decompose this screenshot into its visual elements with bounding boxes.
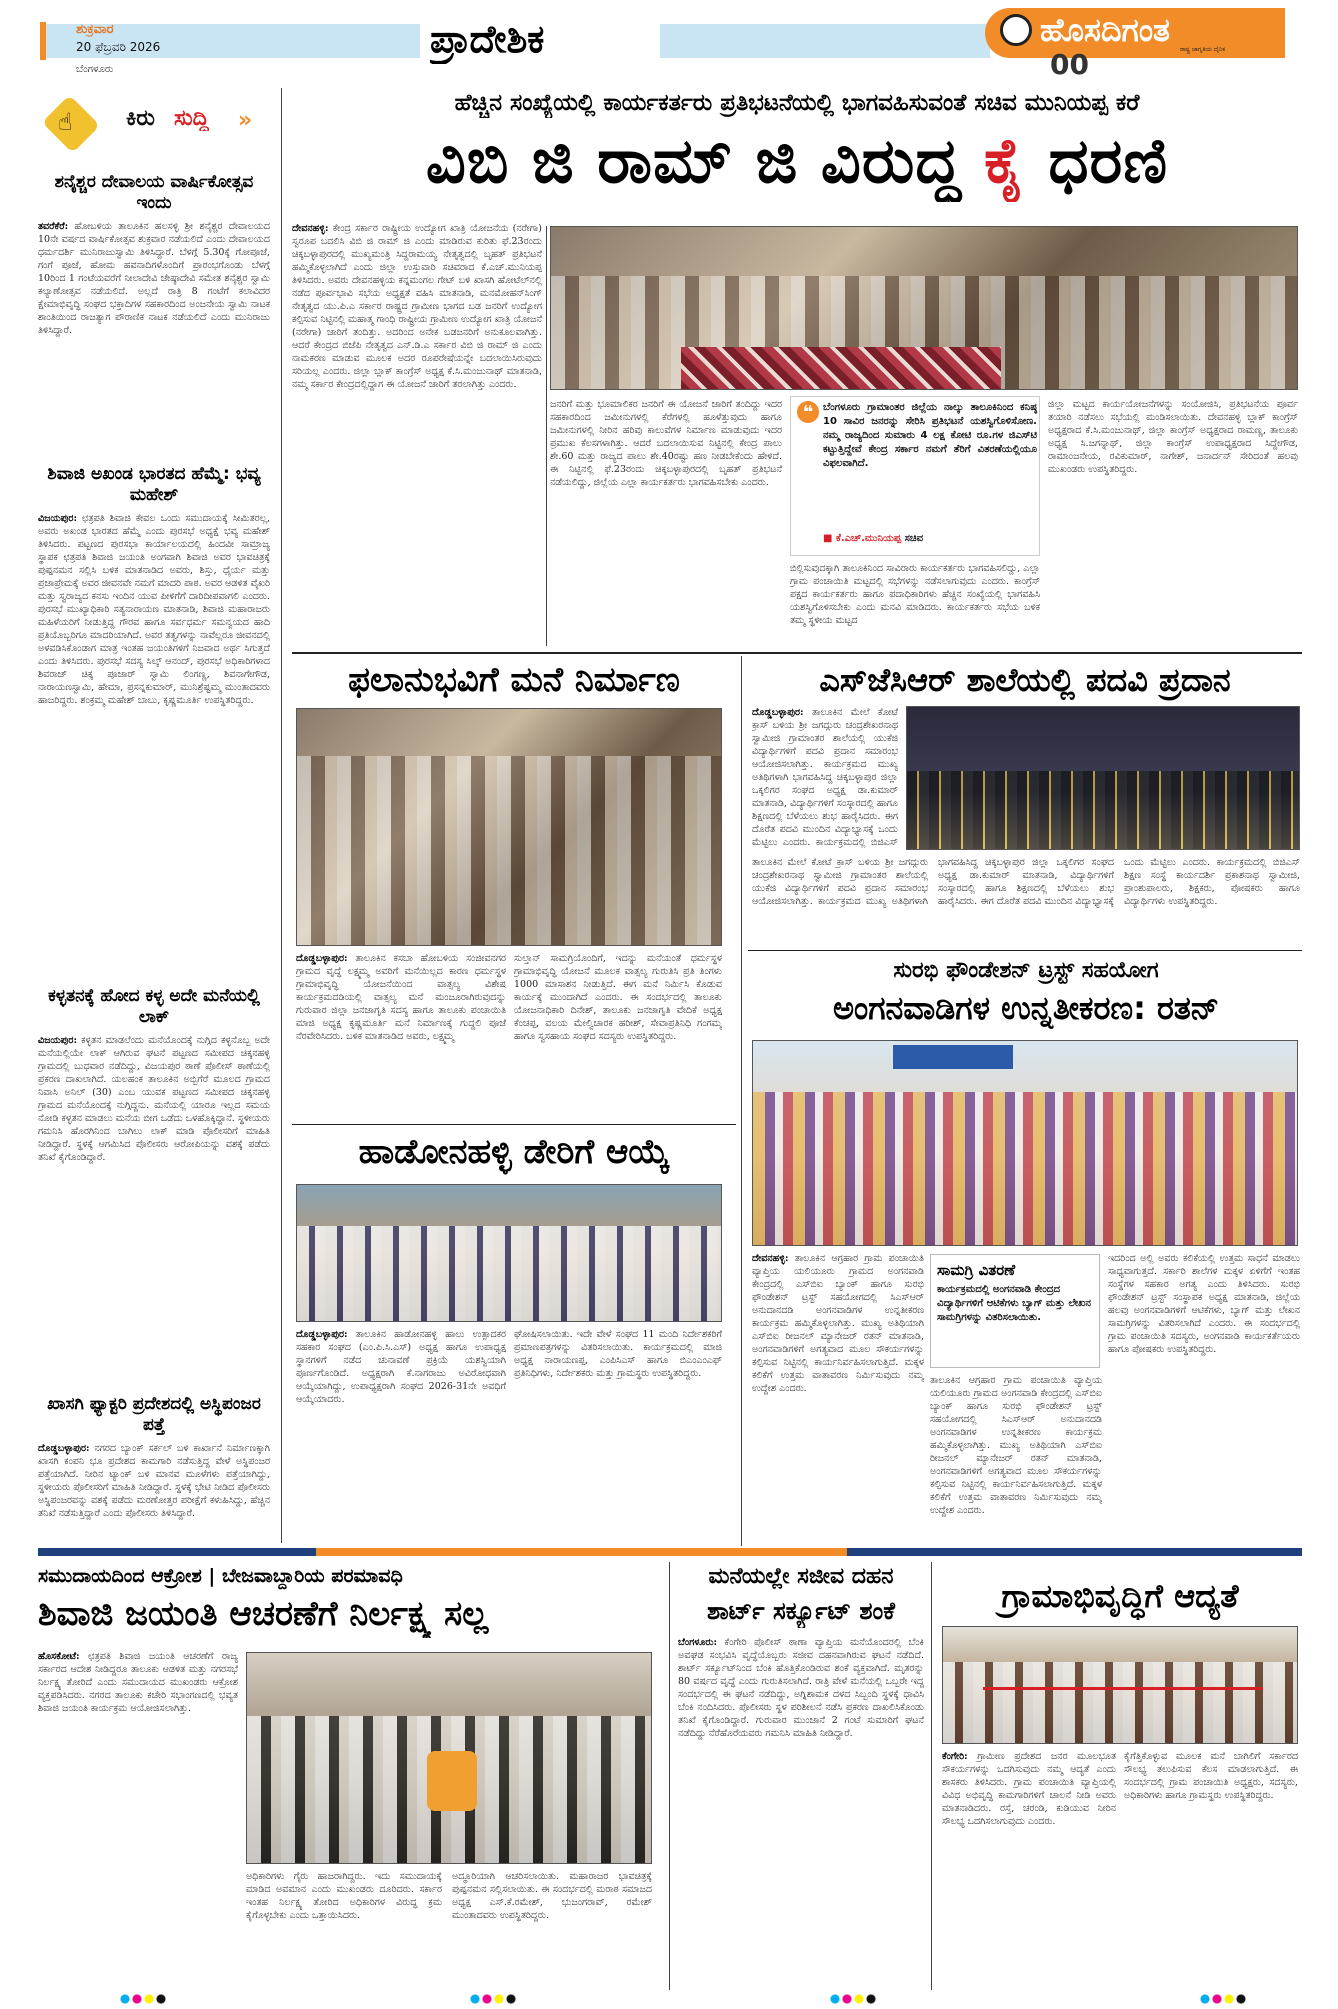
lead-kicker: ಹೆಚ್ಚಿನ ಸಂಖ್ಯೆಯಲ್ಲಿ ಕಾರ್ಯಕರ್ತರು ಪ್ರತಿಭಟನೆಯಲ್ಲಿ ಭಾಗವಹಿಸುವಂತೆ ಸಚಿವ ಮುನಿಯಪ್ಪ ಕರೆ [454,90,1140,116]
sidebar-divider [281,88,282,1543]
sidebar-story-4-body [38,1442,270,1538]
sjcr-text-bottom: ತಾಲೂಕಿನ ಮೇಲೆ ಕೋಟೆ ಕ್ರಾಸ್ ಬಳಿಯ ಶ್ರೀ ಜಗದ್ಗುರು ಚಂದ್ರಶೇಖರನಾಥ ಸ್ವಾಮೀಜಿ ಗ್ರಾಮಾಂತರ ಶಾಲೆಯಲ್ಲಿ ಯುಕೆಜಿ ವಿದ್ಯಾರ್ಥಿಗಳಿಗೆ ಪದವಿ ಪ್ರದಾನ ಸಮಾರಂಭ ಆಯೋಜಿಸಲಾಗಿತ್ತು. ಕಾರ್ಯಕ್ರಮದ ಮುಖ್ಯ ಅತಿಥಿಗಳಾಗಿ ಭಾಗವಹಿಸಿದ್ದ ಚಿಕ್ಕಬಳ್ಳಾಪುರ ಜಿಲ್ಲಾ ಒಕ್ಕಲಿಗರ ಸಂಘದ ಅಧ್ಯಕ್ಷ ಡಾ.ಕುಮಾರ್ ಮಾತನಾಡಿ, ವಿದ್ಯಾರ್ಥಿಗಳಿಗೆ ಸಂಸ್ಕಾರದಲ್ಲಿ ಹಾಗೂ ಶಿಕ್ಷಣದಲ್ಲಿ ಬೆಳೆಯಲು ಶುಭ ಹಾರೈಸಿದರು. ಈಗ ದೊರೆತ ಪದವಿ ಮುಂದಿನ ವಿದ್ಯಾಭ್ಯಾಸಕ್ಕೆ ಒಂದು ಮೆಟ್ಟಿಲು ಎಂದರು. ಕಾರ್ಯಕ್ರಮದಲ್ಲಿ ಬಿಜಿಎಸ್ ಶಿಕ್ಷಣ ಸಂಸ್ಥೆ ಕಾರ್ಯದರ್ಶಿ ಪ್ರಕಾಶನಾಥ ಸ್ವಾಮೀಜಿ, ಪ್ರಾಂಶುಪಾಲರು, ಶಿಕ್ಷಕರು, ಪೋಷಕರು ಹಾಗೂ ವಿದ್ಯಾರ್ಥಿಗಳು ಉಪಸ್ಥಿತರಿದ್ದರು. [752,857,1300,907]
city-label: ಬೆಂಗಳೂರು [76,64,114,75]
fire-dateline: ಬೆಂಗಳೂರು: [678,1637,717,1648]
grama-col-2: ಕೈಗೆತ್ತಿಕೊಳ್ಳುವ ಮೂಲಕ ಮನೆ ಬಾಗಿಲಿಗೆ ಸರ್ಕಾರದ ಸೌಲಭ್ಯ ತಲುಪಿಸುವ ಕೆಲಸ ಮಾಡಲಾಗುತ್ತಿದೆ. ಈ ಸಂದರ್ಭದಲ್ಲಿ ಗ್ರಾಮ ಪಂಚಾಯಿತಿ ಅಧ್ಯಕ್ಷರು, ಸದಸ್ಯರು, ಅಧಿಕಾರಿಗಳು ಹಾಗೂ ಗ್ರಾಮಸ್ಥರು ಉಪಸ್ಥಿತರಿದ್ದರು. [1124,1751,1298,1801]
lead-column-4: ಜಿಲ್ಲಾ ಮಟ್ಟದ ಕಾರ್ಯಯೋಜನೆಗಳನ್ನು ಸಂಯೋಜಿಸಿ, ಪ್ರತಿಭಟನೆಯ ಪೂರ್ವ ತಯಾರಿ ನಡೆಸಲು ಸಭೆಯಲ್ಲಿ ಮಂಡಿಸಲಾಯಿತು. ದೇವನಹಳ್ಳಿ ಬ್ಲಾಕ್ ಕಾಂಗ್ರೆಸ್ ಅಧ್ಯಕ್ಷರಾದ ಕೆ.ಸಿ.ಮಂಜುನಾಥ್, ಜಿಲ್ಲಾ ಕಾಂಗ್ರೆಸ್ ಅಧ್ಯಕ್ಷರಾದ ರಾಮಣ್ಣ, ತಾಲೂಕು ಅಧ್ಯಕ್ಷ ಸಿ.ಜಗನ್ನಾಥ್, ಜಿಲ್ಲಾ ಕಾಂಗ್ರೆಸ್ ಉಪಾಧ್ಯಕ್ಷರಾದ ಸಿದ್ದೇಗೌಡ, ರಾಮಾಂಜನೇಯ, ರವಿಕುಮಾರ್, ನಾಗೇಶ್, ಜನಾರ್ದನ್ ಸೇರಿದಂತೆ ಹಲವು ಮುಖಂಡರು ಉಪಸ್ಥಿತರಿದ್ದರು. [1048,399,1298,475]
lead-column-2: ಜನರಿಗೆ ಮತ್ತು ಭೂಮಾಲಿಕರ ಜನರಿಗೆ ಈ ಯೋಜನೆ ಜಾರಿಗೆ ತಂದಿದ್ದು ಇದರ ಸಹಕಾರದಿಂದ ಜಮೀನುಗಳಲ್ಲಿ ಕೆರೆಗಳಲ್ಲಿ ಹೂಳೆತ್ತುವುದು ಹಾಗೂ ಜಮೀನುಗಳಲ್ಲಿ ನೀರಿನ ಹರಿವು ಕಾಲುವೆಗಳ ನಿರ್ಮಾಣ ಮಾಡುವುದು ಇದರ ಪ್ರಮುಖ ಕೆಲಸಗಳಾಗಿತ್ತು. ಆದರೆ ಬದಲಾಯಿಸುವ ನಿಟ್ಟಿನಲ್ಲಿ ಕೇಂದ್ರ ಪಾಲು ಶೇ.60 ಮತ್ತು ರಾಜ್ಯದ ಪಾಲು ಶೇ.40ರಷ್ಟು ಹಣ ನೀಡಬೇಕೆಂದು ಹೇಳಿದೆ. ಈ ನಿಟ್ಟಿನಲ್ಲಿ ಫೆ.23ರಂದು ಚಿಕ್ಕಬಳ್ಳಾಪುರದಲ್ಲಿ ಬೃಹತ್ ಪ್ರತಿಭಟನೆ ನಡೆಯಲಿದ್ದು, ಜಿಲ್ಲೆಯ ಎಲ್ಲಾ ಕಾರ್ಯಕರ್ತರು ಭಾಗವಹಿಸಬೇಕು ಎಂದರು. [550,399,782,488]
quote-icon: ❝ [797,401,819,423]
phala-col-2: ಸುಲ್ತಾನ್ ಸಾಮಗ್ರಿಯೊಂದಿಗೆ, ಇದನ್ನು ಮನೆಯಂತೆ ಧರ್ಮಸ್ಥಳ ಗ್ರಾಮಾಭಿವೃದ್ಧಿ ಯೋಜನೆ ಮೂಲಕ ವಾತ್ಸಲ್ಯ ಗುರುತಿಸಿ ಪ್ರತಿ ತಿಂಗಳು 1000 ಮಾಸಾಶನ ನೀಡುತ್ತಿದೆ. ಈಗ ಮನೆ ನಿರ್ಮಿಸಿ ಕೊಡುವ ಕಾರ್ಯಕ್ಕೆ ಮುಂದಾಗಿದೆ ಎಂದರು. ಈ ಸಂದರ್ಭದಲ್ಲಿ ತಾಲೂಕು ಯೋಜನಾಧಿಕಾರಿ ದಿನೇಶ್, ತಾಲೂಕು ಜನಜಾಗೃತಿ ವೇದಿಕೆ ಅಧ್ಯಕ್ಷ ಕೆಂಚಪ್ಪ, ವಲಯ ಮೇಲ್ವಿಚಾರಕ ಹರೀಶ್, ಸೇವಾಪ್ರತಿನಿಧಿ ಗಂಗಮ್ಮ ಹಾಗೂ ಸ್ವಸಹಾಯ ಸಂಘದ ಸದಸ್ಯರು ಉಪಸ್ಥಿತರಿದ್ದರು. [514,953,722,1042]
registration-marks-3 [830,1994,890,2004]
phala-col1-text: ತಾಲೂಕಿನ ಕಸಬಾ ಹೋಬಳಿಯ ಸಂಜೀವನಗರ ಗ್ರಾಮದ ವೃದ್ಧೆ ಲಕ್ಷ್ಮಮ್ಮ ಅವರಿಗೆ ಮನೆಯಿಲ್ಲದ ಕಾರಣ ಧರ್ಮಸ್ಥಳ ಗ್ರಾಮಾಭಿವೃದ್ಧಿ ಯೋಜನೆಯಿಂದ ವಾತ್ಸಲ್ಯ ವಿಶೇಷ ಕಾರ್ಯಕ್ರಮದಡಿಯಲ್ಲಿ ವಾತ್ಸಲ್ಯ ಮನೆ ಮಂಜೂರಾಗಿರುವುದನ್ನು ಗುರುವಾರ ಜಿಲ್ಲಾ ಜನಜಾಗೃತಿ ಸದಸ್ಯ ಹಾಗೂ ತಾಲೂಕು ಪಂಚಾಯಿತಿ ಮಾಜಿ ಅಧ್ಯಕ್ಷ ಕೃಷ್ಣಮೂರ್ತಿ ಮನೆ ನಿರ್ಮಾಣಕ್ಕೆ ಗುದ್ದಲಿ ಪೂಜೆ ನೆರವೇರಿಸಿದರು. ಬಳಿಕ ಮಾತನಾಡಿದ ಅವರು, ಲಕ್ಷ್ಮಮ್ಮ [296,953,506,1042]
sidebar-story-4-text: ನಗರದ ಬ್ಯಾಂಕ್ ಸರ್ಕಲ್ ಬಳಿ ಕಾರ್ಖಾನೆ ನಿರ್ಮಾಣಕ್ಕಾಗಿ ಖಾಸಗಿ ಕಂಪನಿ ಭೂ ಪ್ರದೇಶದ ಕಾಮಗಾರಿ ನಡೆಸುತ್ತಿದ್ದ ವೇಳೆ ಅಸ್ಥಿಪಂಜರ ಪತ್ತೆಯಾಗಿದೆ. ನೀರಿನ ಟ್ಯಾಂಕ್ ಬಳಿ ಮಾನವ ಮೂಳೆಗಳು ಪತ್ತೆಯಾಗಿದ್ದು, ಸ್ಥಳೀಯರು ಪೊಲೀಸರಿಗೆ ಮಾಹಿತಿ ನೀಡಿದ್ದಾರೆ. ಸ್ಥಳಕ್ಕೆ ಭೇಟಿ ನೀಡಿದ ಪೊಲೀಸರು ಅಸ್ಥಿಪಂಜರವನ್ನು ವಶಕ್ಕೆ ಪಡೆದು ಮರಣೋತ್ತರ ಪರೀಕ್ಷೆಗೆ ಕಳುಹಿಸಿದ್ದು, ಹೆಚ್ಚಿನ ತನಿಖೆ ನಡೆಸುತ್ತಿದ್ದಾರೆ ಎಂದು ಪೊಲೀಸರು ತಿಳಿಸಿದ್ದಾರೆ. [38,1443,270,1519]
shivaji-headline: ಶಿವಾಜಿ ಜಯಂತಿ ಆಚರಣೆಗೆ ನಿರ್ಲಕ್ಷ್ಯ ಸಲ್ಲ [38,1594,489,1634]
grama-headline: ಗ್ರಾಮಾಭಿವೃದ್ಧಿಗೆ ಆದ್ಯತೆ [1001,1577,1239,1615]
registration-marks-2 [470,1994,530,2004]
shivaji-photo [246,1652,652,1864]
surabhi-col-2-lower: ತಾಲೂಕಿನ ಆಗ್ರಹಾರ ಗ್ರಾಮ ಪಂಚಾಯಿತಿ ವ್ಯಾಪ್ತಿಯ ಯಲಿಯೂರು ಗ್ರಾಮದ ಅಂಗನವಾಡಿ ಕೇಂದ್ರದಲ್ಲಿ ಎಸ್‌ಬಿಐ ಬ್ಯಾಂಕ್ ಹಾಗೂ ಸುರಭಿ ಫೌಂಡೇಶನ್ ಟ್ರಸ್ಟ್ ಸಹಯೋಗದಲ್ಲಿ ಸಿಎಸ್‌ಆರ್ ಅನುದಾನದಡಿ ಅಂಗನವಾಡಿಗಳ ಉನ್ನತೀಕರಣ ಕಾರ್ಯಕ್ರಮ ಹಮ್ಮಿಕೊಳ್ಳಲಾಗಿತ್ತು. ಮುಖ್ಯ ಅತಿಥಿಯಾಗಿ ಎಸ್‌ಬಿಐ ರೀಜನಲ್ ಮ್ಯಾನೇಜರ್ ರತನ್ ಮಾತನಾಡಿ, ಅಂಗನವಾಡಿಗಳಿಗೆ ಅಗತ್ಯವಾದ ಮೂಲ ಸೌಕರ್ಯಗಳನ್ನು ಕಲ್ಪಿಸುವ ನಿಟ್ಟಿನಲ್ಲಿ ಕಾರ್ಯನಿರ್ವಹಿಸಲಾಗುತ್ತಿದೆ. ಮಕ್ಕಳ ಕಲಿಕೆಗೆ ಉತ್ತಮ ವಾತಾವರಣ ನಿರ್ಮಿಸುವುದು ನಮ್ಮ ಉದ್ದೇಶ ಎಂದರು. [930,1375,1102,1516]
phala-headline: ಫಲಾನುಭವಿಗೆ ಮನೆ ನಿರ್ಮಾಣ [348,660,680,700]
surabhi-box-title: ಸಾಮಗ್ರಿ ವಿತರಣೆ [937,1261,1016,1279]
grama-col1-text: ಗ್ರಾಮೀಣ ಪ್ರದೇಶದ ಜನರ ಮೂಲಭೂತ ಸೌಕರ್ಯಗಳನ್ನು ಒದಗಿಸುವುದು ನಮ್ಮ ಆದ್ಯತೆ ಎಂದು ಶಾಸಕರು ತಿಳಿಸಿದರು. ಗ್ರಾಮ ಪಂಚಾಯಿತಿ ವ್ಯಾಪ್ತಿಯಲ್ಲಿ ವಿವಿಧ ಅಭಿವೃದ್ಧಿ ಕಾಮಗಾರಿಗಳಿಗೆ ಚಾಲನೆ ನೀಡಿ ಅವರು ಮಾತನಾಡಿದರು. ರಸ್ತೆ, ಚರಂಡಿ, ಕುಡಿಯುವ ನೀರಿನ ಸೌಲಭ್ಯ ಒದಗಿಸಲಾಗುವುದು ಎಂದರು. [942,1751,1116,1827]
brand-emblem-icon [1000,14,1032,46]
sidebar-story-3-body [38,1034,270,1380]
grama-ribbon [983,1687,1263,1690]
shivaji-col-1 [38,1650,238,1990]
sidebar-story-3-headline: ಕಳ್ಳತನಕ್ಕೆ ಹೋದ ಕಳ್ಳ ಅದೇ ಮನೆಯಲ್ಲಿ ಲಾಕ್ [48,986,260,1027]
surabhi-photo [752,1040,1298,1246]
hadonahalli-headline: ಹಾಡೋನಹಳ್ಳಿ ಡೇರಿಗೆ ಆಯ್ಕೆ [358,1132,670,1172]
sidebar-story-2-dateline: ವಿಜಯಪುರ: [38,513,77,524]
brand-tagline: ರಾಷ್ಟ್ರ ಜಾಗೃತಿಯ ದೈನಿಕ [1180,46,1226,53]
registration-marks-4 [1200,1994,1260,2004]
sidebar-story-1-body [38,220,270,450]
bottom-band-divider [38,1548,1302,1556]
hadonahalli-col-2: ಘೋಷಿಸಲಾಯಿತು. ಇದೇ ವೇಳೆ ಸಂಘದ 11 ಮಂದಿ ನಿರ್ದೇಶಕರಿಗೆ ಪ್ರಮಾಣಪತ್ರಗಳನ್ನು ವಿತರಿಸಲಾಯಿತು. ಕಾರ್ಯಕ್ರಮದಲ್ಲಿ ಮಾಜಿ ಅಧ್ಯಕ್ಷ ನಾರಾಯಣಪ್ಪ, ಎಂಪಿಸಿಎಸ್ ಹಾಗೂ ಬಿಎಂಎಂಎಫ್ ಪ್ರತಿನಿಧಿಗಳು, ನಿರ್ದೇಶಕರು ಮತ್ತು ಗ್ರಾಮಸ್ಥರು ಉಪಸ್ಥಿತರಿದ್ದರು. [514,1329,722,1379]
surabhi-kicker: ಸುರಭಿ ಫೌಂಡೇಶನ್ ಟ್ರಸ್ಟ್ ಸಹಯೋಗ [893,958,1159,983]
masthead [0,0,1338,82]
bottom-divider-2 [931,1562,932,1990]
kiru-suddi-logo [42,94,262,154]
surabhi-box-text: ಕಾರ್ಯಕ್ರಮದಲ್ಲಿ ಅಂಗನವಾಡಿ ಕೇಂದ್ರದ ವಿದ್ಯಾರ್ಥಿಗಳಿಗೆ ಆಟಿಕೆಗಳು ಬ್ಯಾಗ್ ಮತ್ತು ಲೇಖನ ಸಾಮಗ್ರಿಗಳನ್ನು ವಿತರಿಸಲಾಯಿತು. [937,1284,1091,1323]
sidebar-story-2-text: ಛತ್ರಪತಿ ಶಿವಾಜಿ ಕೇವಲ ಒಂದು ಸಮುದಾಯಕ್ಕೆ ಸೀಮಿತರಲ್ಲ, ಅವರು ಅಖಂಡ ಭಾರತದ ಹೆಮ್ಮೆ ಎಂದು ಪುರಸಭೆ ಅಧ್ಯಕ್ಷೆ ಭವ್ಯ ಮಹೇಶ್ ತಿಳಿಸಿದರು. ಪಟ್ಟಣದ ಪುರಸಭಾ ಕಾರ್ಯಾಲಯದಲ್ಲಿ ಹಿಂದವೀ ಸಾಮ್ರಾಜ್ಯ ಸ್ಥಾಪಕ ಛತ್ರಪತಿ ಶಿವಾಜಿ ಜಯಂತಿ ಅಂಗವಾಗಿ ಶಿವಾಜಿ ಅವರ ಭಾವಚಿತ್ರಕ್ಕೆ ಪುಷ್ಪನಮನ ಸಲ್ಲಿಸಿ ಬಳಿಕ ಮಾತನಾಡಿದ ಅವರು, ಶಿಸ್ತು, ಧೈರ್ಯ ಮತ್ತು ಪ್ರಜಾಪ್ರೇಮಕ್ಕೆ ಅವರ ಜೀವನವೇ ನಮಗೆ ಮಾದರಿ ಪಾಠ. ಅವರ ಆಡಳಿತ ವೈಖರಿ ಮತ್ತು ಸ್ವರಾಜ್ಯದ ಕನಸು ಇಂದಿನ ಯುವ ಪೀಳಿಗೆಗೆ ದಾರಿದೀಪವಾಗಲಿ ಎಂದರು. ಪುರಸಭೆ ಮುಖ್ಯಾಧಿಕಾರಿ ಸತ್ಯನಾರಾಯಣ ಮಾತನಾಡಿ, ಶಿವಾಜಿ ಮಹಾರಾಜರು ಮಹಿಳೆಯರಿಗೆ ನೀಡುತ್ತಿದ್ದ ಗೌರವ ಹಾಗೂ ಸರ್ವಧರ್ಮ ಸಮನ್ವಯದ ಹಾದಿ ಪ್ರತಿಯೊಬ್ಬರಿಗೂ ಮಾದರಿಯಾಗಿದೆ. ಅವರ ತತ್ವಗಳನ್ನು ನಾವೆಲ್ಲರೂ ಜೀವನದಲ್ಲಿ ಅಳವಡಿಸಿಕೊಂಡಾಗ ಮಾತ್ರ ಇಂತಹ ಜಯಂತಿಗಳಿಗೆ ನಿಜವಾದ ಅರ್ಥ ಸಿಗುತ್ತದೆ ಎಂದು ತಿಳಿಸಿದರು. ಪುರಸಭೆ ಸದಸ್ಯ ಸಿಲ್ಕ್ ಆನಂದ್, ಪುರಸಭೆ ಅಧಿಕಾರಿಗಳಾದ ಶಿವರಾಜ್ ಚಿಕ್ಕ ಪೂಜಾರ್ ಸ್ವಾಮಿ ಲಿಂಗಣ್ಣ, ಶಿವನಾಗೇಗೌಡ, ನಾರಾಯಣಸ್ವಾಮಿ, ಹೇಮಾ, ಪ್ರಸನ್ನಕುಮಾರ್, ಮುನಿಶ್ರೆಷ್ಟಮ್ಮ ಮುಂತಾದವರು ಹಾಜರಿದ್ದರು. ಶಂಕ್ರಮ್ಮ ಮಹೇಶ್ ಬಾಬು, ಕೃಷ್ಣಮೂರ್ತಿ ಉಪಸ್ಥಿತರಿದ್ದರು. [38,513,270,706]
quote-bullet-icon: ■ [823,533,833,544]
sbi-banner [893,1045,1013,1069]
brand-name: ಹೊಸದಿಗಂತ [1040,11,1170,49]
registration-marks-1 [120,1994,180,2004]
lead-column-1 [292,222,542,650]
shivaji-portrait-garland [427,1751,477,1811]
shivaji-col-3: ಅದ್ಧೂರಿಯಾಗಿ ಆಚರಿಸಲಾಯಿತು. ಮಹಾರಾಜರ ಭಾವಚಿತ್ರಕ್ಕೆ ಪುಷ್ಪನಮನ ಸಲ್ಲಿಸಲಾಯಿತು. ಈ ಸಂದರ್ಭದಲ್ಲಿ ಮರಾಠ ಸಮಾಜದ ಅಧ್ಯಕ್ಷ ಎಸ್.ಕೆ.ರಮೇಶ್, ಭುಜಂಗರಾವ್, ರಮೇಶ್ ಮುಂತಾದವರು ಉಪಸ್ಥಿತರಿದ್ದರು. [452,1871,652,1921]
lead-column-3: ಬಿಲ್ಲಿಸುವುದಕ್ಕಾಗಿ ತಾಲೂಕಿನಿಂದ ಸಾವಿರಾರು ಕಾರ್ಯಕರ್ತರು ಭಾಗವಹಿಸಲಿದ್ದು, ಎಲ್ಲಾ ಗ್ರಾಮ ಪಂಚಾಯಿತಿ ಮಟ್ಟದಲ್ಲಿ ಸಭೆಗಳನ್ನು ನಡೆಸಲಾಗುವುದು ಎಂದರು. ಕಾಂಗ್ರೆಸ್ ಪಕ್ಷದ ಕಾರ್ಯಕರ್ತರು ಹಾಗೂ ಪದಾಧಿಕಾರಿಗಳು ಹೆಚ್ಚಿನ ಸಂಖ್ಯೆಯಲ್ಲಿ ಭಾಗವಹಿಸಿ ಯಶಸ್ವಿಗೊಳಿಸಬೇಕು ಎಂದು ಮನವಿ ಮಾಡಿದರು. ಕಾರ್ಯಕರ್ತರು ಸಭೆಯ ಬಳಿಕ ತಮ್ಮ ಸ್ಥಳೀಯ ಮಟ್ಟದ [790,563,1040,626]
sjcr-headline: ಎಸ್‌ಜೆಸಿಆರ್ ಶಾಲೆಯಲ್ಲಿ ಪದವಿ ಪ್ರದಾನ [819,661,1231,699]
sidebar-story-1-dateline: ತವರೆಕೆರೆ: [38,221,69,232]
hadonahalli-dateline: ದೊಡ್ಡಬಳ್ಳಾಪುರ: [296,1329,348,1340]
page-number: 00 [1050,50,1089,80]
sidebar-story-4-headline: ಖಾಸಗಿ ಫ್ಯಾಕ್ಟರಿ ಪ್ರದೇಶದಲ್ಲಿ ಅಸ್ಥಿಪಂಜರ ಪತ್ತೆ [47,1394,261,1435]
sjcr-bottom-rule [748,950,1302,951]
surabhi-col-3: ಇದರಿಂದ ಅಲ್ಲಿ ಅವರು ಕಲಿಕೆಯಲ್ಲಿ ಉತ್ತಮ ಸಾಧನೆ ಮಾಡಲು ಸಾಧ್ಯವಾಗುತ್ತದೆ. ಸರ್ಕಾರಿ ಶಾಲೆಗಳ ಮಕ್ಕಳ ಏಳಿಗೆಗೆ ಇಂತಹ ಸಂಸ್ಥೆಗಳ ಸಹಕಾರ ಅಗತ್ಯ ಎಂದು ತಿಳಿಸಿದರು. ಸುರಭಿ ಫೌಂಡೇಶನ್ ಟ್ರಸ್ಟ್ ಸಂಸ್ಥಾಪಕ ಅಧ್ಯಕ್ಷ ಮಾತನಾಡಿ, ಜಿಲ್ಲೆಯ ಹಲವು ಅಂಗನವಾಡಿಗಳಿಗೆ ಆಟಿಕೆಗಳು, ಬ್ಯಾಗ್ ಮತ್ತು ಲೇಖನ ಸಾಮಗ್ರಿಗಳನ್ನು ವಿತರಿಸಲಾಗಿದೆ ಎಂದರು. ಈ ಸಂದರ್ಭದಲ್ಲಿ ಗ್ರಾಮ ಪಂಚಾಯಿತಿ ಸದಸ್ಯರು, ಅಂಗನವಾಡಿ ಕಾರ್ಯಕರ್ತೆಯರು ಹಾಗೂ ಪೋಷಕರು ಉಪಸ್ಥಿತರಿದ್ದರು. [1108,1253,1300,1355]
fire-kicker: ಮನೆಯಲ್ಲೇ ಸಜೀವ ದಹನ [708,1564,894,1589]
phala-photo [296,708,722,946]
lead-quote-box [790,396,1040,556]
phala-col-1 [296,952,506,1120]
grama-col-1 [942,1750,1116,1990]
lead-headline-part-1: ವಿಬಿ ಜಿ ರಾಮ್ ಜಿ ವಿರುದ್ಧ [425,124,962,197]
date-label: 20 ಫೆಬ್ರವರಿ 2026 [76,40,161,54]
lead-dateline: ದೇವನಹಳ್ಳಿ: [292,223,329,234]
sidebar-story-3-dateline: ವಿಜಯಪುರ: [38,1035,77,1046]
lead-col-divider [546,226,547,646]
sidebar-story-2-headline: ಶಿವಾಜಿ ಅಖಂಡ ಭಾರತದ ಹೆಮ್ಮೆ: ಭವ್ಯ ಮಹೇಶ್ [47,464,261,505]
phala-bottom-rule [292,1124,736,1125]
fire-body [678,1636,924,1990]
kiru-text: ಕಿರು [126,106,155,131]
grama-dateline: ಕೆಂಗೇರಿ: [942,1751,968,1762]
shivaji-kicker: ಸಮುದಾಯದಿಂದ ಆಕ್ರೋಶ | ಬೇಜವಾಬ್ದಾರಿಯ ಪರಮಾವಧಿ [38,1565,403,1587]
hadonahalli-photo [296,1184,722,1322]
shivaji-col1-text: ಛತ್ರಪತಿ ಶಿವಾಜಿ ಜಯಂತಿ ಆಚರಣೆಗೆ ರಾಜ್ಯ ಸರ್ಕಾರದ ಆದೇಶ ನೀಡಿದ್ದರೂ ತಾಲೂಕು ಆಡಳಿತ ಮತ್ತು ನಗರಸಭೆ ನಿರ್ಲಕ್ಷ್ಯ ತೋರಿದೆ ಎಂದು ಸಮುದಾಯದ ಮುಖಂಡರು ಆಕ್ರೋಶ ವ್ಯಕ್ತಪಡಿಸಿದರು. ನಗರದ ತಾಲೂಕು ಕಚೇರಿ ಸಭಾಂಗಣದಲ್ಲಿ ಭವ್ಯತ ಶಿವಾಜಿ ಜಯಂತಿ ಕಾರ್ಯಕ್ರಮ ಆಯೋಜಿಸಲಾಗಿತ್ತು. [38,1651,238,1714]
bottom-divider-1 [669,1562,670,1990]
lead-col1-text: ಕೇಂದ್ರ ಸರ್ಕಾರ ರಾಷ್ಟ್ರೀಯ ಉದ್ಯೋಗ ಖಾತ್ರಿ ಯೋಜನೆಯ (ನರೇಗಾ) ಸ್ವರೂಪ ಬದಲಿಸಿ ವಿಬಿ ಜಿ ರಾಮ್ ಜಿ ಎಂದು ಮಾಡಿರುವ ಕುರಿತು ಫೆ.23ರಂದು ಚಿಕ್ಕಬಳ್ಳಾಪುರದಲ್ಲಿ ಮುಖ್ಯಮಂತ್ರಿ ಸಿದ್ದರಾಮಯ್ಯ ನೇತೃತ್ವದಲ್ಲಿ ಬೃಹತ್ ಪ್ರತಿಭಟನೆ ಹಮ್ಮಿಕೊಳ್ಳಲಾಗಿದೆ ಎಂದು ಜಿಲ್ಲಾ ಉಸ್ತುವಾರಿ ಸಚಿವರಾದ ಕೆ.ಎಚ್.ಮುನಿಯಪ್ಪ ತಿಳಿಸಿದರು. ಅವರು ದೇವನಹಳ್ಳಿಯ ಕನ್ನಮಂಗಲ ಗೇಟ್ ಬಳಿ ಖಾಸಗಿ ಹೋಟೆಲ್‌ನಲ್ಲಿ ನಡೆದ ಪೂರ್ವಭಾವಿ ಸಭೆಯ ಅಧ್ಯಕ್ಷತೆ ವಹಿಸಿ ಮಾತನಾಡಿ, ಮನಮೋಹನ್‌ಸಿಂಗ್ ನೇತೃತ್ವದ ಯು.ಪಿ.ಎ ಸರ್ಕಾರ ರಾಷ್ಟ್ರದ ಗ್ರಾಮೀಣ ಭಾಗದ ಬಡ ಜನರಿಗೆ ಉದ್ಯೋಗ ಕಲ್ಪಿಸುವ ನಿಟ್ಟಿನಲ್ಲಿ ಮಹಾತ್ಮ ಗಾಂಧಿ ರಾಷ್ಟ್ರೀಯ ಗ್ರಾಮೀಣ ಉದ್ಯೋಗ ಖಾತ್ರಿ ಯೋಜನೆ (ನರೇಗಾ) ಜಾರಿಗೆ ತಂದಿತ್ತು. ಅದರಿಂದ ಅನೇಕ ಬಡಜನರಿಗೆ ಅನುಕೂಲವಾಗಿತ್ತು. ಆದರೆ ಕೇಂದ್ರದ ಬಿಜೆಪಿ ನೇತೃತ್ವದ ಎನ್.ಡಿ.ಎ ಸರ್ಕಾರ ವಿಬಿ ಜಿ ರಾಮ್ ಜಿ ಎಂದು ನಾಮಕರಣ ಮಾಡುವ ಮೂಲಕ ಅದರ ರೂಪರೇಷೆಯನ್ನೇ ಬದಲಾಯಿಸಿರುವುದು ಸರಿಯಲ್ಲ ಎಂದರು. ಜಿಲ್ಲಾ ಬ್ಲಾಕ್ ಕಾಂಗ್ರೆಸ್ ಅಧ್ಯಕ್ಷ ಕೆ.ಸಿ.ಮಂಜುನಾಥ್ ಮಾತನಾಡಿ, ನಮ್ಮ ಸರ್ಕಾರ ಕೇಂದ್ರದಲ್ಲಿದ್ದಾಗ ಈ ಯೋಜನೆ ಜಾರಿಗೆ ತರಲಾಗಿತ್ತು ಎಂದರು. [292,223,542,390]
hand-glyph-icon: ☝ [58,108,73,136]
sjcr-text: ತಾಲೂಕಿನ ಮೇಲೆ ಕೋಟೆ ಕ್ರಾಸ್ ಬಳಿಯ ಶ್ರೀ ಜಗದ್ಗುರು ಚಂದ್ರಶೇಖರನಾಥ ಸ್ವಾಮೀಜಿ ಗ್ರಾಮಾಂತರ ಶಾಲೆಯಲ್ಲಿ ಯುಕೆಜಿ ವಿದ್ಯಾರ್ಥಿಗಳಿಗೆ ಪದವಿ ಪ್ರದಾನ ಸಮಾರಂಭ ಆಯೋಜಿಸಲಾಗಿತ್ತು. ಕಾರ್ಯಕ್ರಮದ ಮುಖ್ಯ ಅತಿಥಿಗಳಾಗಿ ಭಾಗವಹಿಸಿದ್ದ ಚಿಕ್ಕಬಳ್ಳಾಪುರ ಜಿಲ್ಲಾ ಒಕ್ಕಲಿಗರ ಸಂಘದ ಅಧ್ಯಕ್ಷ ಡಾ.ಕುಮಾರ್ ಮಾತನಾಡಿ, ವಿದ್ಯಾರ್ಥಿಗಳಿಗೆ ಸಂಸ್ಕಾರದಲ್ಲಿ ಹಾಗೂ ಶಿಕ್ಷಣದಲ್ಲಿ ಬೆಳೆಯಲು ಶುಭ ಹಾರೈಸಿದರು. ಈಗ ದೊರೆತ ಪದವಿ ಮುಂದಿನ ವಿದ್ಯಾಭ್ಯಾಸಕ್ಕೆ ಒಂದು ಮೆಟ್ಟಿಲು ಎಂದರು. ಕಾರ್ಯಕ್ರಮದಲ್ಲಿ ಬಿಜಿಎಸ್ [752,707,898,848]
sjcr-text-left [752,706,898,850]
section-title-text: ಪ್ರಾದೇಶಿಕ [430,17,545,61]
sjcr-dateline: ದೊಡ್ಡಬಳ್ಳಾಪುರ: [752,707,804,718]
surabhi-col-1 [752,1252,924,1544]
lead-photo [550,226,1298,390]
date-accent-bar [40,22,46,60]
surabhi-box [930,1254,1100,1368]
lead-headline-red: ಕೈ [984,124,1026,197]
sidebar-story-1-headline: ಶನೈಶ್ಚರ ದೇವಾಲಯ ವಾರ್ಷಿಕೋತ್ಸವ ಇಂದು [54,172,254,213]
sjcr-photo [906,706,1300,850]
grama-photo [942,1626,1298,1744]
lead-photo-table [681,347,1001,390]
shivaji-dateline: ಹೊಸಕೋಟೆ: [38,1651,80,1662]
quote-text: ಬೆಂಗಳೂರು ಗ್ರಾಮಾಂತರ ಜಿಲ್ಲೆಯ ನಾಲ್ಕು ತಾಲೂಕಿನಿಂದ ಕನಿಷ್ಠ 10 ಸಾವಿರ ಜನರನ್ನು ಸೇರಿಸಿ ಪ್ರತಿಭಟನೆ ಯಶಸ್ವಿಗೊಳಿಸೋಣ. ನಮ್ಮ ರಾಜ್ಯದಿಂದ ಸುಮಾರು 4 ಲಕ್ಷ ಕೋಟಿ ರೂ.ಗಳ ಜಿಎಸ್‌ಟಿ ಕಟ್ಟುತ್ತಿದ್ದೇವೆ ಕೇಂದ್ರ ಸರ್ಕಾರ ನಮಗೆ ತೆರಿಗೆ ವಿತರಣೆಯಲ್ಲಿಯೂ ವಿಫಲವಾಗಿದೆ. [823,402,1037,469]
lead-headline [292,120,1302,202]
mid-col-divider [741,656,742,1546]
surabhi-col1-text: ತಾಲೂಕಿನ ಆಗ್ರಹಾರ ಗ್ರಾಮ ಪಂಚಾಯಿತಿ ವ್ಯಾಪ್ತಿಯ ಯಲಿಯೂರು ಗ್ರಾಮದ ಅಂಗನವಾಡಿ ಕೇಂದ್ರದಲ್ಲಿ ಎಸ್‌ಬಿಐ ಬ್ಯಾಂಕ್ ಹಾಗೂ ಸುರಭಿ ಫೌಂಡೇಶನ್ ಟ್ರಸ್ಟ್ ಸಹಯೋಗದಲ್ಲಿ ಸಿಎಸ್‌ಆರ್ ಅನುದಾನದಡಿ ಅಂಗನವಾಡಿಗಳ ಉನ್ನತೀಕರಣ ಕಾರ್ಯಕ್ರಮ ಹಮ್ಮಿಕೊಳ್ಳಲಾಗಿತ್ತು. ಮುಖ್ಯ ಅತಿಥಿಯಾಗಿ ಎಸ್‌ಬಿಐ ರೀಜನಲ್ ಮ್ಯಾನೇಜರ್ ರತನ್ ಮಾತನಾಡಿ, ಅಂಗನವಾಡಿಗಳಿಗೆ ಅಗತ್ಯವಾದ ಮೂಲ ಸೌಕರ್ಯಗಳನ್ನು ಕಲ್ಪಿಸುವ ನಿಟ್ಟಿನಲ್ಲಿ ಕಾರ್ಯನಿರ್ವಹಿಸಲಾಗುತ್ತಿದೆ. ಮಕ್ಕಳ ಕಲಿಕೆಗೆ ಉತ್ತಮ ವಾತಾವರಣ ನಿರ್ಮಿಸುವುದು ನಮ್ಮ ಉದ್ದೇಶ ಎಂದರು. [752,1253,924,1394]
sidebar-kiru-suddi [38,88,274,1543]
shivaji-col-2: ಅಧಿಕಾರಿಗಳು ಗೈರು ಹಾಜರಾಗಿದ್ದರು. ಇದು ಸಮುದಾಯಕ್ಕೆ ಮಾಡಿದ ಅವಮಾನ ಎಂದು ಮುಖಂಡರು ದೂರಿದರು. ಸರ್ಕಾರ ಇಂತಹ ನಿರ್ಲಕ್ಷ್ಯ ತೋರಿದ ಅಧಿಕಾರಿಗಳ ವಿರುದ್ಧ ಕ್ರಮ ಕೈಗೊಳ್ಳಬೇಕು ಎಂದು ಒತ್ತಾಯಿಸಿದರು. [246,1871,442,1921]
sidebar-story-2-body [38,512,270,972]
suddi-text: ಸುದ್ದಿ [174,106,209,131]
sidebar-story-1-text: ಹೋಬಳಿಯ ತಾಲೂಕಿನ ಹಲಸಳ್ಳಿ ಶ್ರೀ ಶನೈಶ್ಚರ ದೇವಾಲಯದ 10ನೇ ವರ್ಷದ ವಾರ್ಷಿಕೋತ್ಸವ ಶುಕ್ರವಾರ ನಡೆಯಲಿದೆ ಎಂದು ದೇವಾಲಯದ ಧರ್ಮದರ್ಶಿ ಮುನಿರಾಜುಸ್ವಾಮಿ ತಿಳಿಸಿದ್ದಾರೆ. ಬೆಳಗ್ಗೆ 5.30ಕ್ಕೆ ಗೋಪೂಜೆ, ಗಂಗೆ ಪೂಜೆ, ಹೋಮ ಹವನಾದಿಗಳೊಂದಿಗೆ ಪ್ರಾರಂಭಗೊಂಡು ಬೆಳಗ್ಗೆ 10ರಿಂದ 1 ಗಂಟೆಯವರೆಗೆ ನೀಲಾದೇವಿ ಜೇಷ್ಠಾದೇವಿ ಸಮೇತ ಶನೈಶ್ಚರ ಸ್ವಾಮಿ ಕಲ್ಯಾಣೋತ್ಸವ ನಡೆಯಲಿದೆ. ಅಲ್ಲದೆ ರಾತ್ರಿ 8 ಗಂಟೆಗೆ ಕಲಾವಿದರ ಕ್ಷೇಮಾಭಿವೃದ್ಧಿ ಸಂಘದ ಭಕ್ತಾದಿಗಳ ಸಹಕಾರದಿಂದ ಅಂಜನೇಯ ಸ್ವಾಮಿ ನಾಟಕ ಶಾಂತಿಯಿಂದ ರಾಜತ್ಯಾಗ ಪೌರಾಣಿಕ ನಾಟಕ ನಡೆಯಲಿದೆ ಎಂದು ಮುನಿರಾಜು ತಿಳಿಸಿದ್ದಾರೆ. [38,221,270,336]
surabhi-headline: ಅಂಗನವಾಡಿಗಳ ಉನ್ನತೀಕರಣ: ರತನ್ [832,989,1220,1027]
day-label: ಶುಕ್ರವಾರ [76,22,114,37]
lead-bottom-rule [292,652,1302,654]
phala-dateline: ದೊಡ್ಡಬಳ್ಳಾಪುರ: [296,953,348,964]
quote-author: ಕೆ.ಎಚ್.ಮುನಿಯಪ್ಪ [835,533,902,544]
quote-attribution [823,533,923,544]
sidebar-story-4-dateline: ದೊಡ್ಡಬಳ್ಳಾಪುರ: [38,1443,90,1454]
chevron-right-icon: » [238,108,253,133]
fire-headline: ಶಾರ್ಟ್ ಸರ್ಕ್ಯೂಟ್ ಶಂಕೆ [707,1597,895,1625]
surabhi-dateline: ದೇವನಹಳ್ಳಿ: [752,1253,789,1264]
lead-headline-part-2: ಧರಣಿ [1048,124,1169,197]
hadonahalli-col1-text: ತಾಲೂಕಿನ ಹಾಡೋನಹಳ್ಳಿ ಹಾಲು ಉತ್ಪಾದಕರ ಸಹಕಾರ ಸಂಘದ (ಎಂ.ಪಿ.ಸಿ.ಎಸ್) ಅಧ್ಯಕ್ಷ ಹಾಗೂ ಉಪಾಧ್ಯಕ್ಷ ಸ್ಥಾನಗಳಿಗೆ ನಡೆದ ಚುನಾವಣೆ ಪ್ರಕ್ರಿಯೆ ಯಶಸ್ವಿಯಾಗಿ ಪೂರ್ಣಗೊಂಡಿದೆ. ಅಧ್ಯಕ್ಷರಾಗಿ ಕೆ.ನಾಗರಾಜು ಅವಿರೋಧವಾಗಿ ಆಯ್ಕೆಯಾಗಿದ್ದು, ಉಪಾಧ್ಯಕ್ಷರಾಗಿ ಸಂಘದ 2026-31ನೇ ಅವಧಿಗೆ ಆಯ್ಕೆಯಾದರು. [296,1329,506,1405]
hadonahalli-col-1 [296,1328,506,1542]
sidebar-story-3-text: ಕಳ್ಳತನ ಮಾಡಲೆಂದು ಮನೆಯೊಂದಕ್ಕೆ ನುಗ್ಗಿದ ಕಳ್ಳನೊಬ್ಬ ಅದೇ ಮನೆಯಲ್ಲಿಯೇ ಲಾಕ್ ಆಗಿರುವ ಘಟನೆ ಪಟ್ಟಣದ ಸಮೀಪದ ಚಿಕ್ಕನಹಳ್ಳಿ ಗ್ರಾಮದಲ್ಲಿ ಬುಧವಾರ ನಡೆದಿದ್ದು, ವಿಜಯಪುರ ಠಾಣೆ ಪೊಲೀಸ್ ಠಾಣೆಯಲ್ಲಿ ಪ್ರಕರಣ ದಾಖಲಾಗಿದೆ. ಯಲಹಂಕ ತಾಲೂಕಿನ ಅಬ್ಬಿಗೆರೆ ಮೂಲದ ಗ್ರಾಮದ ನಿವಾಸಿ ಅನಿಲ್ (30) ಎಂಬ ಯುವಕ ಪಟ್ಟಣದ ಸಮೀಪದ ಚಿಕ್ಕನಹಳ್ಳಿ ಗ್ರಾಮದ ಮನೆಯೊಂದಕ್ಕೆ ನುಗ್ಗಿದ್ದನು. ಮನೆಯಲ್ಲಿ ಯಾರೂ ಇಲ್ಲದ ಸಮಯ ನೋಡಿ ಕಳ್ಳತನ ಮಾಡಲು ಮನೆಯ ಬೀಗ ಒಡೆದು ಒಳಹೊಕ್ಕಿದ್ದಾನೆ. ಸ್ಥಳೀಯರು ಗಮನಿಸಿ ಹೊರಗಿನಿಂದ ಬಾಗಿಲು ಲಾಕ್ ಮಾಡಿ ಪೊಲೀಸರಿಗೆ ಮಾಹಿತಿ ನೀಡಿದ್ದಾರೆ. ಸ್ಥಳಕ್ಕೆ ಆಗಮಿಸಿದ ಪೊಲೀಸರು ಆರೋಪಿಯನ್ನು ವಶಕ್ಕೆ ಪಡೆದು ತನಿಖೆ ಕೈಗೊಂಡಿದ್ದಾರೆ. [38,1035,270,1163]
quote-author-role: ಸಚಿವ [904,533,924,544]
fire-text: ಕೆಂಗೇರಿ ಪೊಲೀಸ್ ಠಾಣಾ ವ್ಯಾಪ್ತಿಯ ಮನೆಯೊಂದರಲ್ಲಿ ಬೆಂಕಿ ಅವಘಡ ಸಂಭವಿಸಿ ವೃದ್ಧೆಯೊಬ್ಬರು ಸಜೀವ ದಹನವಾಗಿರುವ ಘಟನೆ ನಡೆದಿದೆ. ಶಾರ್ಟ್ ಸರ್ಕ್ಯೂಟ್‌ನಿಂದ ಬೆಂಕಿ ಹೊತ್ತಿಕೊಂಡಿರುವ ಶಂಕೆ ವ್ಯಕ್ತವಾಗಿದೆ. ಮೃತರನ್ನು 80 ವರ್ಷದ ವೃದ್ಧೆ ಎಂದು ಗುರುತಿಸಲಾಗಿದೆ. ರಾತ್ರಿ ವೇಳೆ ಮನೆಯಲ್ಲಿ ಒಬ್ಬರೇ ಇದ್ದ ಸಂದರ್ಭದಲ್ಲಿ ಈ ಘಟನೆ ನಡೆದಿದ್ದು, ಅಗ್ನಿಶಾಮಕ ದಳದ ಸಿಬ್ಬಂದಿ ಸ್ಥಳಕ್ಕೆ ಧಾವಿಸಿ ಬೆಂಕಿ ನಂದಿಸಿದರು. ಪೊಲೀಸರು ಸ್ಥಳ ಪರಿಶೀಲನೆ ನಡೆಸಿ ಪ್ರಕರಣ ದಾಖಲಿಸಿಕೊಂಡು ತನಿಖೆ ಕೈಗೊಂಡಿದ್ದಾರೆ. ಗುರುವಾರ ಮುಂಜಾನೆ 2 ಗಂಟೆ ಸುಮಾರಿಗೆ ಘಟನೆ ನಡೆದಿದ್ದು ನೆರೆಹೊರೆಯವರು ಗಮನಿಸಿ ಮಾಹಿತಿ ನೀಡಿದ್ದಾರೆ. [678,1637,924,1739]
